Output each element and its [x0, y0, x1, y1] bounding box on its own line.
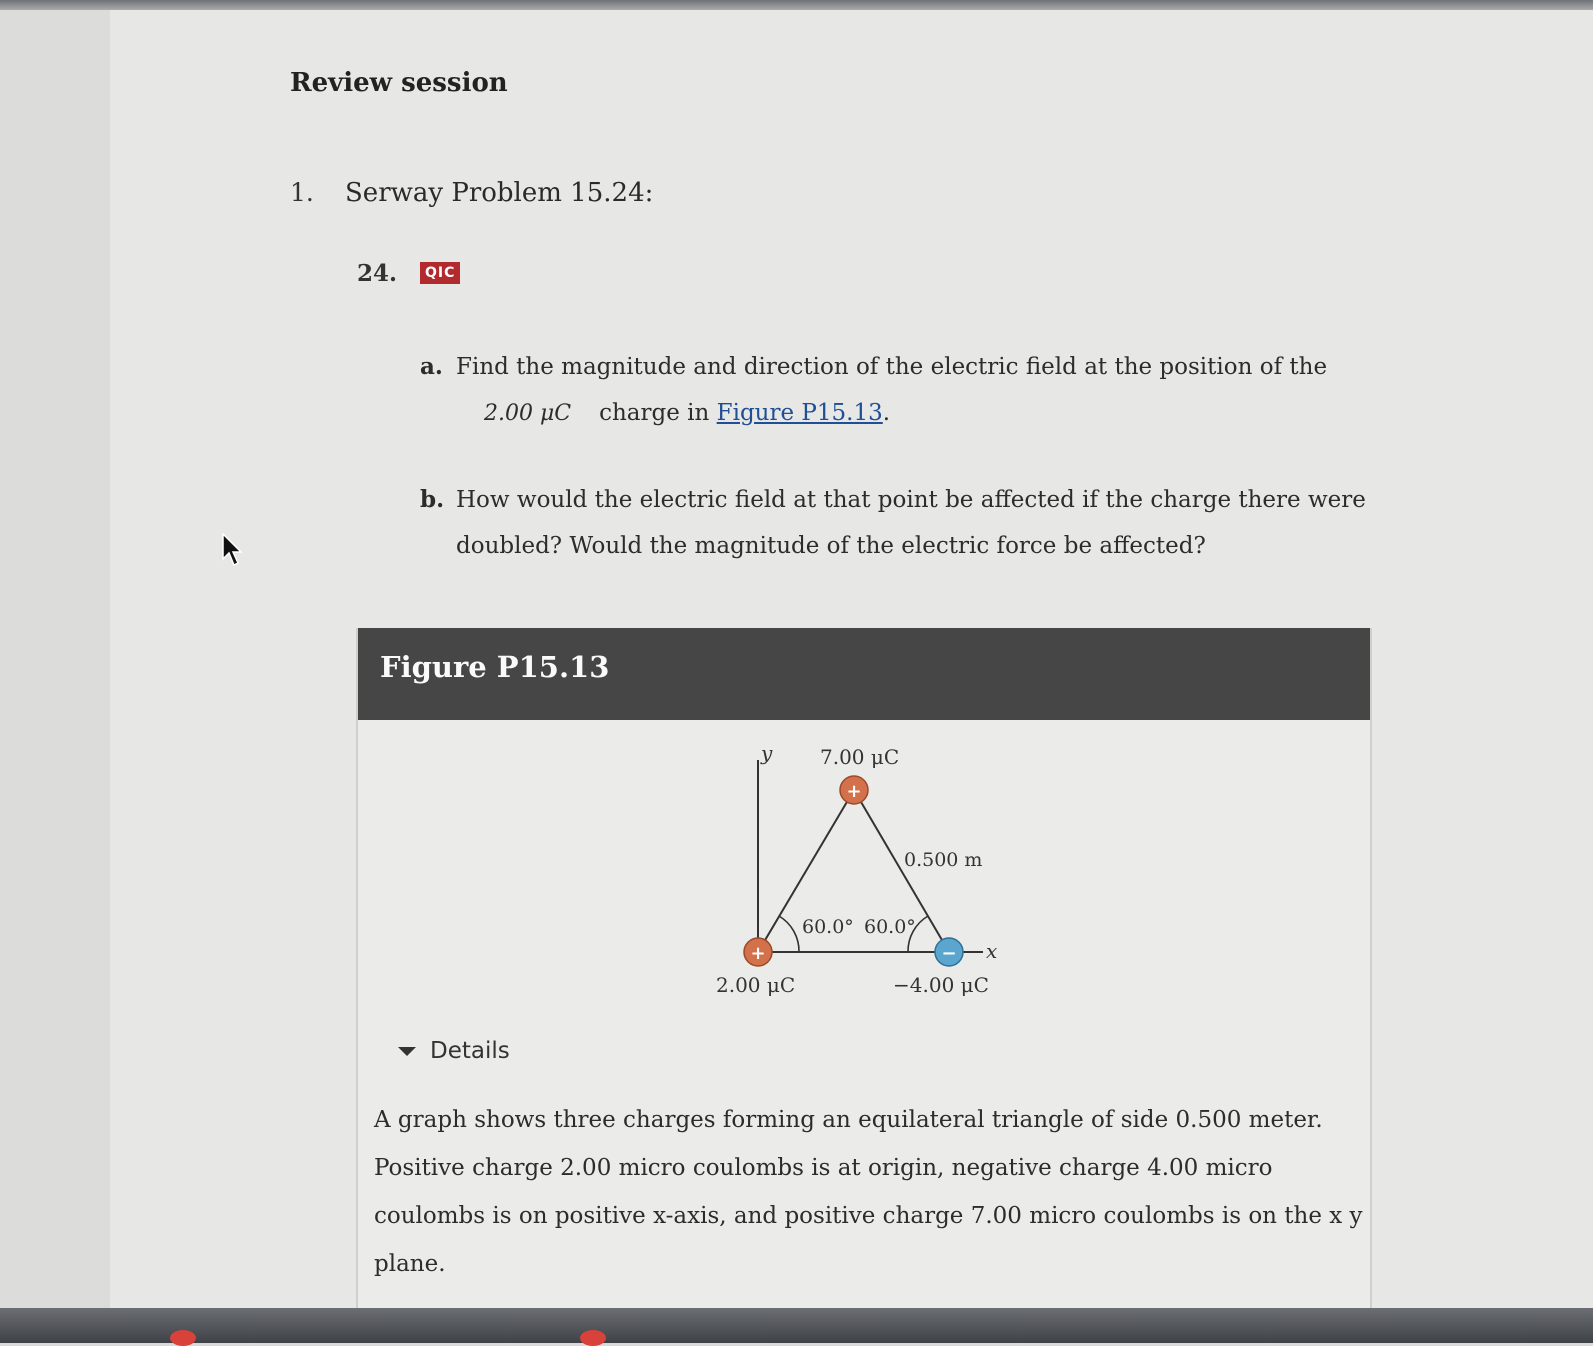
- right-charge-sign: −: [941, 943, 957, 964]
- y-axis-label: y: [761, 741, 773, 765]
- question-number: 1.: [290, 178, 314, 207]
- part-a-text: [456, 344, 1376, 437]
- window-top-strip: [0, 0, 1593, 10]
- taskbar-app-icon[interactable]: [170, 1330, 196, 1346]
- triangle-diagram: [358, 720, 1370, 1030]
- figure-card: [356, 628, 1372, 1318]
- top-charge-sign: +: [846, 781, 862, 802]
- figure-header: [358, 628, 1370, 720]
- part-a-math-charge: 2.00 μC: [484, 401, 572, 426]
- taskbar: [0, 1308, 1593, 1343]
- right-charge-label: −4.00 μC: [893, 973, 989, 997]
- left-angle-label: 60.0°: [802, 916, 854, 938]
- right-angle-label: 60.0°: [864, 916, 916, 938]
- figure-title: Figure P15.13: [380, 650, 610, 684]
- figure-link[interactable]: Figure P15.13: [716, 400, 883, 426]
- part-a-period: .: [882, 400, 891, 426]
- page-title: Review session: [290, 68, 508, 98]
- problem-number: 24.: [357, 260, 398, 287]
- part-b: [420, 477, 1380, 577]
- taskbar-app-icon[interactable]: [580, 1330, 606, 1346]
- part-a: [420, 344, 1380, 444]
- side-length-label: 0.500 m: [904, 849, 983, 871]
- left-gutter: [0, 10, 111, 1310]
- details-toggle[interactable]: [398, 1038, 510, 1064]
- left-charge-label: 2.00 μC: [716, 973, 796, 997]
- details-label: Details: [430, 1038, 510, 1064]
- part-b-letter: b.: [420, 486, 445, 513]
- question-title: Serway Problem 15.24:: [345, 178, 654, 208]
- qic-badge-icon: QIC: [420, 262, 460, 284]
- part-a-prompt-end: charge in: [599, 400, 710, 426]
- mouse-cursor-icon: [222, 533, 244, 567]
- angle-arc-left: [779, 916, 799, 952]
- caret-down-icon: [398, 1047, 416, 1056]
- figure-description: A graph shows three charges forming an equilateral triangle of side 0.500 meter. Positive charge 2.00 micro coulombs is at origin, negative charge 4.00 micro coulombs is on positive x-axis, and positive charge 7.00 micro coulombs is on the x y plane.: [374, 1107, 1363, 1277]
- left-charge-sign: +: [750, 943, 766, 964]
- top-charge-label: 7.00 μC: [820, 745, 900, 769]
- x-axis-label: x: [986, 939, 998, 963]
- part-a-prompt: Find the magnitude and direction of the electric field at the position of the: [456, 354, 1328, 380]
- part-b-text: How would the electric field at that point be affected if the charge there were doubled? Would the magnitude of the electric force be affected?: [456, 487, 1366, 559]
- part-a-letter: a.: [420, 353, 443, 380]
